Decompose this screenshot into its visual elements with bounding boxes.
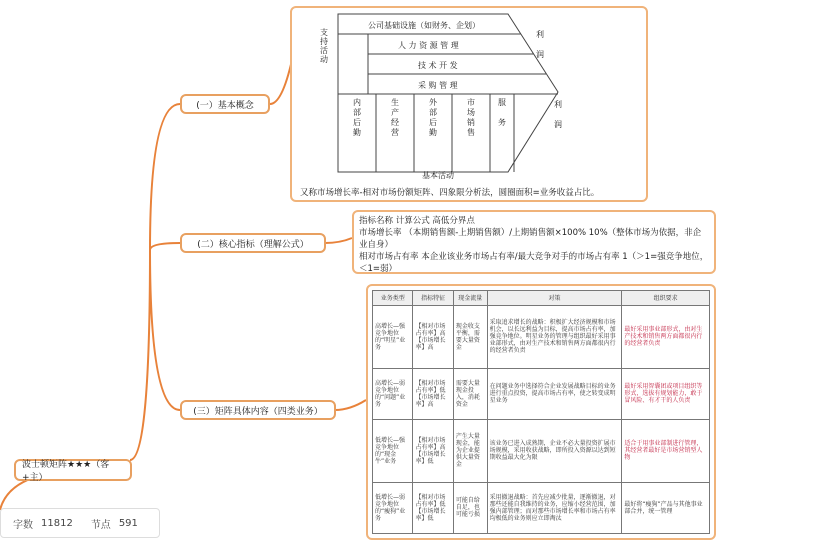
primary-activities bbox=[338, 98, 538, 168]
row-org: 适合于用事业部制进行管理，其经营者最好是市场营销型人物 bbox=[622, 419, 710, 482]
row-org: 最好采用事业部形式，由对生产技术和销售两方面都很内行的经营者负责 bbox=[622, 306, 710, 369]
indicators-header: 指标名称 计算公式 高低分界点 bbox=[359, 216, 475, 226]
row-strategy: 该业务已进入成熟期，企业不必大量投资扩展市场规模，采用收获战略，即所投入资源以达到短期收益最大化为限 bbox=[487, 419, 622, 482]
procurement-text: 采 购 管 理 bbox=[418, 81, 458, 90]
profit-label-bottom: 利 润 bbox=[554, 100, 562, 129]
branch-basic-concept-label: (一）基本概念 bbox=[196, 100, 254, 111]
word-count-label: 字数 bbox=[13, 519, 33, 531]
hr-text: 人 力 资 源 管 理 bbox=[398, 41, 459, 50]
support-activities-label: 支 持 活 动 bbox=[320, 28, 328, 64]
indicator-relative-share: 相对市场占有率 本企业该业务市场占有率/最大竞争对手的市场占有率 1（＞1=强竞争地位，＜1=弱） bbox=[359, 252, 709, 274]
row-feature: 【相对市场占有率】高【市场增长率】高 bbox=[413, 306, 453, 369]
connector-card-2 bbox=[325, 238, 352, 243]
row-strategy: 在问题业务中选择符合企业发展战略目标的业务进行重点投资，提高市场占有率，使之转变成明星业务 bbox=[487, 368, 622, 419]
table-row bbox=[373, 306, 710, 369]
row-cash: 需要大量现金投入，消耗资金 bbox=[453, 368, 487, 419]
matrix-table-card[interactable] bbox=[366, 284, 716, 540]
value-chain-card[interactable] bbox=[290, 6, 648, 202]
row-cash: 产生大量现金，能为企业提供大量资金 bbox=[453, 419, 487, 482]
matrix-table bbox=[372, 290, 710, 534]
infra-text: 公司基础设施（如财务、企划） bbox=[368, 21, 480, 30]
matrix-table-header-row bbox=[373, 291, 710, 306]
root-node[interactable] bbox=[14, 459, 132, 481]
primary-operations: 生 产 经 营 bbox=[391, 98, 399, 137]
row-type: 低增长—强竞争地位的“现金牛”业务 bbox=[373, 419, 413, 482]
branch-core-indicators[interactable] bbox=[180, 233, 326, 253]
node-count-label: 节点 bbox=[90, 519, 111, 531]
row-cash: 可能自给自足，也可能亏损 bbox=[453, 482, 487, 533]
header-feature: 指标特征 bbox=[413, 291, 453, 306]
connector-card-1 bbox=[270, 60, 292, 104]
connector-card-3 bbox=[335, 400, 366, 410]
row-type: 高增长—弱竞争地位的“问题”业务 bbox=[373, 368, 413, 419]
row-strategy: 采用撤退战略：首先应减少批量，逐渐撤退，对那些还能自我维持的业务，应缩小经营范围，加强内部管理；而对那些市场增长率和市场占有率均极低的业务则应立即淘汰 bbox=[487, 482, 622, 533]
connector-branch-2 bbox=[150, 243, 180, 250]
row-type: 低增长—弱竞争地位的“瘦狗”业务 bbox=[373, 482, 413, 533]
status-bar bbox=[0, 508, 160, 538]
primary-inbound-logistics: 内 部 后 勤 bbox=[353, 98, 361, 137]
branch-core-indicators-label: (二）核心指标（理解公式） bbox=[197, 239, 309, 250]
basic-activities-label: 基本活动 bbox=[422, 171, 454, 180]
indicators-card[interactable] bbox=[352, 210, 716, 274]
branch-matrix-content-label: (三）矩阵具体内容（四类业务） bbox=[193, 406, 323, 417]
table-row bbox=[373, 419, 710, 482]
header-org: 组织要求 bbox=[622, 291, 710, 306]
row-strategy: 采取追求增长的战略：积极扩大经济规模和市场机会，以长远利益为目标，提高市场占有率，加强竞争地位。明星业务的管理与组织最好采用事业部形式，由对生产技术和销售两方面都很内行的经营者负责 bbox=[487, 306, 622, 369]
row-feature: 【相对市场占有率】高【市场增长率】低 bbox=[413, 419, 453, 482]
row-feature: 【相对市场占有率】低【市场增长率】低 bbox=[413, 482, 453, 533]
row-org: 最好采用智囊团或项目组织等形式，选拔有规划能力，敢于冒风险、有才干的人负责 bbox=[622, 368, 710, 419]
primary-service: 服 务 bbox=[498, 98, 506, 127]
row-type: 高增长—强竞争地位的“明星”业务 bbox=[373, 306, 413, 369]
header-cash: 现金流量 bbox=[453, 291, 487, 306]
indicator-market-growth: 市场增长率 （本期销售额-上期销售额）/上期销售额×100% 10%（整体市场为依据，非企业自身） bbox=[359, 228, 702, 250]
node-count-value: 591 bbox=[118, 517, 138, 529]
word-count-value: 11812 bbox=[41, 517, 73, 529]
branch-basic-concept[interactable] bbox=[180, 94, 270, 114]
header-strategy: 对策 bbox=[487, 291, 622, 306]
row-cash: 现金收支平衡，需要大量资金 bbox=[453, 306, 487, 369]
row-org: 最好将“瘦狗”产品与其他事业部合并，统一管理 bbox=[622, 482, 710, 533]
connector-branch-3 bbox=[150, 250, 180, 410]
branch-matrix-content[interactable] bbox=[180, 400, 336, 420]
header-type: 业务类型 bbox=[373, 291, 413, 306]
tech-text: 技 术 开 发 bbox=[418, 61, 458, 70]
row-feature: 【相对市场占有率】低【市场增长率】高 bbox=[413, 368, 453, 419]
profit-label-top: 利 润 bbox=[536, 30, 544, 59]
table-row bbox=[373, 368, 710, 419]
primary-marketing-sales: 市 场 销 售 bbox=[467, 98, 475, 137]
value-chain-caption: 又称市场增长率-相对市场份额矩阵、四象限分析法，圆圈面积=业务收益占比。 bbox=[300, 188, 600, 198]
root-node-label: 波士顿矩阵★★★（客+主） bbox=[22, 460, 110, 483]
table-row bbox=[373, 482, 710, 533]
primary-outbound-logistics: 外 部 后 勤 bbox=[429, 98, 437, 137]
